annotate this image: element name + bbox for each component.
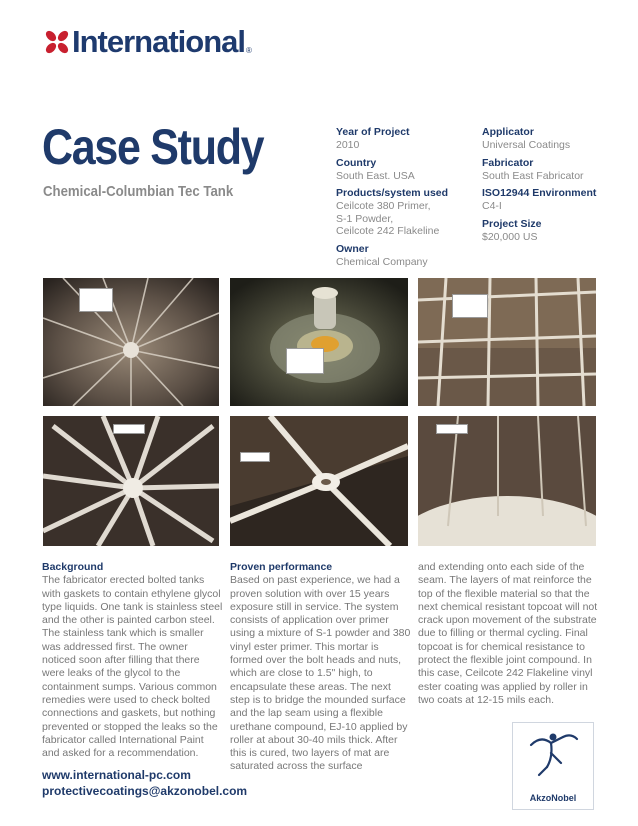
page-title: Case Study <box>42 119 264 175</box>
proven-text: Based on past experience, we had a proven solution with over 15 years exposure still in service. The system consists of application over primer using a mixture of S-1 powder and 380 vinyl ester primer. This mortar is formed over the bolt heads and nuts, which are close to 1.5" high, to encapsulate these areas. The next step is to bridge the mounded surface and the lap seam using a flexible urethane compound, EJ-10 applied by roller at about 30-40 mils thick. After this is cured, two layers of mat are saturated across the surface <box>230 574 411 773</box>
project-meta-right <box>482 126 622 248</box>
fabricator-value: South East Fabricator <box>482 169 584 182</box>
owner-label: Owner <box>336 242 369 255</box>
proven-performance-section <box>230 561 412 774</box>
x-mark-icon <box>44 29 70 55</box>
website-link[interactable]: www.international-pc.com <box>42 768 191 782</box>
year-label: Year of Project <box>336 126 410 138</box>
applicator-value: Universal Coatings <box>482 139 571 151</box>
photo-note <box>436 424 468 434</box>
size-value: $20,000 US <box>482 230 538 243</box>
products-value: Ceilcote 380 Primer, S-1 Powder, Ceilcote 242 Flakeline <box>336 200 440 237</box>
iso-value: C4-I <box>482 200 502 212</box>
email-link[interactable]: protectivecoatings@akzonobel.com <box>42 784 248 798</box>
akzonobel-wordmark: AkzoNobel <box>529 793 577 803</box>
continued-text: and extending onto each side of the seam. The layers of mat reinforce the top of the flexible material so that the next chemical resistant topcoat will not crack upon movement of the substrate due to filling or thermal cycling. Final topcoat is for chemical resistance to protect the flexible joint compound. In this case, Ceilcote 242 Flakeline vinyl ester coating was applied by roller in two coats at 12-15 mils each. <box>418 561 598 706</box>
photo-tank-wall-grid <box>418 278 596 406</box>
photo-tank-interior <box>418 416 596 546</box>
products-label: Products/system used <box>336 187 449 199</box>
akzonobel-logo <box>512 722 594 810</box>
continued-section <box>418 561 600 707</box>
photo-roof-seams <box>230 416 408 546</box>
photo-center-fitting <box>230 278 408 406</box>
size-label: Project Size <box>482 217 542 230</box>
background-heading: Background <box>42 561 104 573</box>
photo-note <box>113 424 145 434</box>
photo-tank-roof-radial <box>43 278 219 406</box>
background-section <box>42 561 224 760</box>
photo-note <box>452 294 488 318</box>
page-subtitle: Chemical-Columbian Tec Tank <box>43 183 234 200</box>
fabricator-label: Fabricator <box>482 156 534 169</box>
photo-note <box>240 452 270 462</box>
year-value: 2010 <box>336 139 360 151</box>
proven-heading: Proven performance <box>230 561 333 573</box>
photo-roof-star <box>43 416 219 546</box>
brand-name: International <box>72 24 246 59</box>
owner-value: Chemical Company <box>336 255 428 268</box>
iso-label: ISO12944 Environment <box>482 187 597 199</box>
akzonobel-figure-icon <box>513 723 593 783</box>
applicator-label: Applicator <box>482 126 534 138</box>
project-meta-left <box>336 126 476 273</box>
background-text: The fabricator erected bolted tanks with gaskets to contain ethylene glycol type liquids. One tank is stainless steel and the other is painted carbon steel. The stainless tank which is smaller was addressed first. The owner noticed soon after filling that there were leaks of the glycol to the containment sumps. Various common remedies were used to check bolted connections and gaskets, but nothing prevented or stopped the leaks so the fabricator called International Paint and asked for a recommendation. <box>42 574 223 760</box>
international-logo <box>44 22 252 62</box>
country-label: Country <box>336 156 377 169</box>
registered-mark: ® <box>246 45 252 55</box>
country-value: South East. USA <box>336 169 415 182</box>
photo-note <box>79 288 113 312</box>
photo-note <box>286 348 324 374</box>
